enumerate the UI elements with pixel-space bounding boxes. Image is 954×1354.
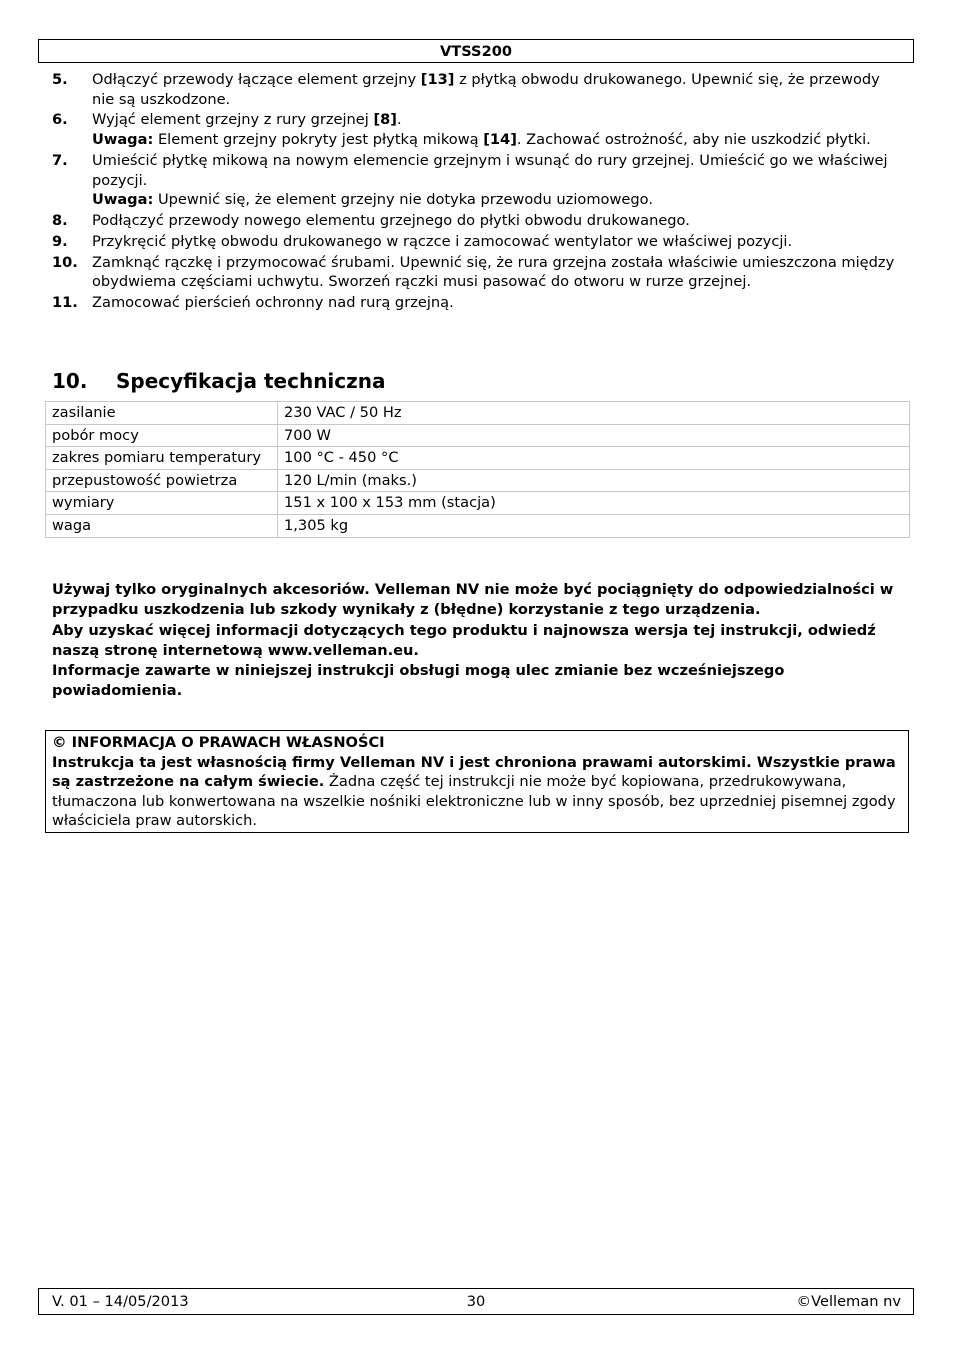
step-text: Podłączyć przewody nowego elementu grzejnego do płytki obwodu drukowanego. bbox=[92, 212, 690, 230]
copyright-text: Instrukcja ta jest własnością firmy Velleman NV i jest chroniona prawami autorskimi. Wszystkie prawa są zastrzeżone na całym świecie. Żadna część tej instrukcji nie może być kopiowana, przedrukowywana, tłumaczona lub konwertowana na wszelkie nośniki elektroniczne lub w inny sposób, bez uprzedniej pisemnej zgody właściciela praw autorskich. bbox=[52, 753, 896, 830]
step-text: Zamknąć rączkę i przymocować śrubami. Upewnić się, że rura grzejna została właściwie umieszczona między obydwiema częściami uchwytu. Sworzeń rączki musi pasować do otworu w rurze grzejnej. bbox=[92, 253, 895, 291]
spec-value: 1,305 kg bbox=[278, 514, 910, 537]
step-text: Zamocować pierścień ochronny nad rurą grzejną. bbox=[92, 294, 454, 312]
spec-table bbox=[45, 401, 910, 538]
section-heading bbox=[52, 368, 386, 394]
footer-page-number: 30 bbox=[466, 1293, 486, 1310]
disclaimer-changes: Informacje zawarte w niniejszej instrukcji obsługi mogą ulec zmianie bez wcześniejszego powiadomienia. bbox=[52, 662, 785, 700]
spec-key: pobór mocy bbox=[46, 424, 278, 447]
table-row bbox=[46, 469, 910, 492]
step-note: Uwaga: Upewnić się, że element grzejny nie dotyka przewodu uziomowego. bbox=[92, 191, 653, 209]
step-number: 10. bbox=[52, 253, 78, 271]
list-item bbox=[52, 293, 902, 313]
list-item bbox=[52, 110, 902, 149]
table-row bbox=[46, 492, 910, 515]
step-number: 11. bbox=[52, 294, 78, 312]
list-item bbox=[52, 211, 902, 231]
spec-key: przepustowość powietrza bbox=[46, 469, 278, 492]
steps-list bbox=[52, 70, 902, 314]
step-text: Wyjąć element grzejny z rury grzejnej [8]. Uwaga: Element grzejny pokryty jest płytką mikową [14]. Zachować ostrożność, aby nie uszkodzić płytki. bbox=[92, 110, 902, 149]
copyright-title: © INFORMACJA O PRAWACH WŁASNOŚCI bbox=[52, 734, 385, 751]
spec-value: 700 W bbox=[278, 424, 910, 447]
list-item bbox=[52, 70, 902, 109]
list-item bbox=[52, 232, 902, 252]
step-number: 9. bbox=[52, 232, 68, 250]
spec-key: zasilanie bbox=[46, 402, 278, 425]
step-note: Uwaga: Element grzejny pokryty jest płytką mikową [14]. Zachować ostrożność, aby nie uszkodzić płytki. bbox=[92, 131, 871, 149]
step-text: Umieścić płytkę mikową na nowym elemencie grzejnym i wsunąć do rury grzejnej. Umieścić go we właściwej pozycji. Uwaga: Upewnić się, że element grzejny nie dotyka przewodu uziomowego. bbox=[92, 151, 902, 210]
spec-value: 120 L/min (maks.) bbox=[278, 469, 910, 492]
header-model: VTSS200 bbox=[439, 43, 513, 60]
step-number: 5. bbox=[52, 71, 68, 88]
table-row bbox=[46, 402, 910, 425]
footer-version: V. 01 – 14/05/2013 bbox=[52, 1293, 189, 1310]
disclaimer-accessories: Używaj tylko oryginalnych akcesoriów. Velleman NV nie może być pociągnięty do odpowiedzialności w przypadku uszkodzenia lub szkody wynikały z (błędne) korzystanie z tego urządzenia. bbox=[52, 581, 894, 619]
list-item bbox=[52, 151, 902, 210]
step-number: 6. bbox=[52, 111, 68, 129]
copyright-notice bbox=[45, 730, 909, 833]
section-title: Specyfikacja techniczna bbox=[116, 369, 386, 393]
table-row bbox=[46, 447, 910, 470]
list-item bbox=[52, 253, 902, 292]
step-number: 7. bbox=[52, 151, 68, 169]
spec-key: wymiary bbox=[46, 492, 278, 515]
step-text: Odłączyć przewody łączące element grzejny [13] z płytką obwodu drukowanego. Upewnić się, że przewody nie są uszkodzone. bbox=[92, 71, 880, 108]
spec-key: waga bbox=[46, 514, 278, 537]
spec-value: 100 °C - 450 °C bbox=[278, 447, 910, 470]
section-number: 10. bbox=[52, 369, 88, 393]
disclaimer-website: Aby uzyskać więcej informacji dotyczących tego produktu i najnowsza wersja tej instrukcji, odwiedź naszą stronę internetową www.velleman.eu. bbox=[52, 621, 876, 659]
page-footer bbox=[38, 1288, 914, 1315]
table-row bbox=[46, 424, 910, 447]
spec-key: zakres pomiaru temperatury bbox=[46, 447, 278, 470]
step-text: Przykręcić płytkę obwodu drukowanego w rączce i zamocować wentylator we właściwej pozycji. bbox=[92, 232, 793, 250]
disclaimer bbox=[52, 580, 902, 702]
footer-brand: ©Velleman nv bbox=[796, 1293, 901, 1310]
spec-value: 151 x 100 x 153 mm (stacja) bbox=[278, 492, 910, 515]
spec-value: 230 VAC / 50 Hz bbox=[278, 402, 910, 425]
table-row bbox=[46, 514, 910, 537]
step-number: 8. bbox=[52, 212, 68, 230]
page-header bbox=[38, 39, 914, 63]
